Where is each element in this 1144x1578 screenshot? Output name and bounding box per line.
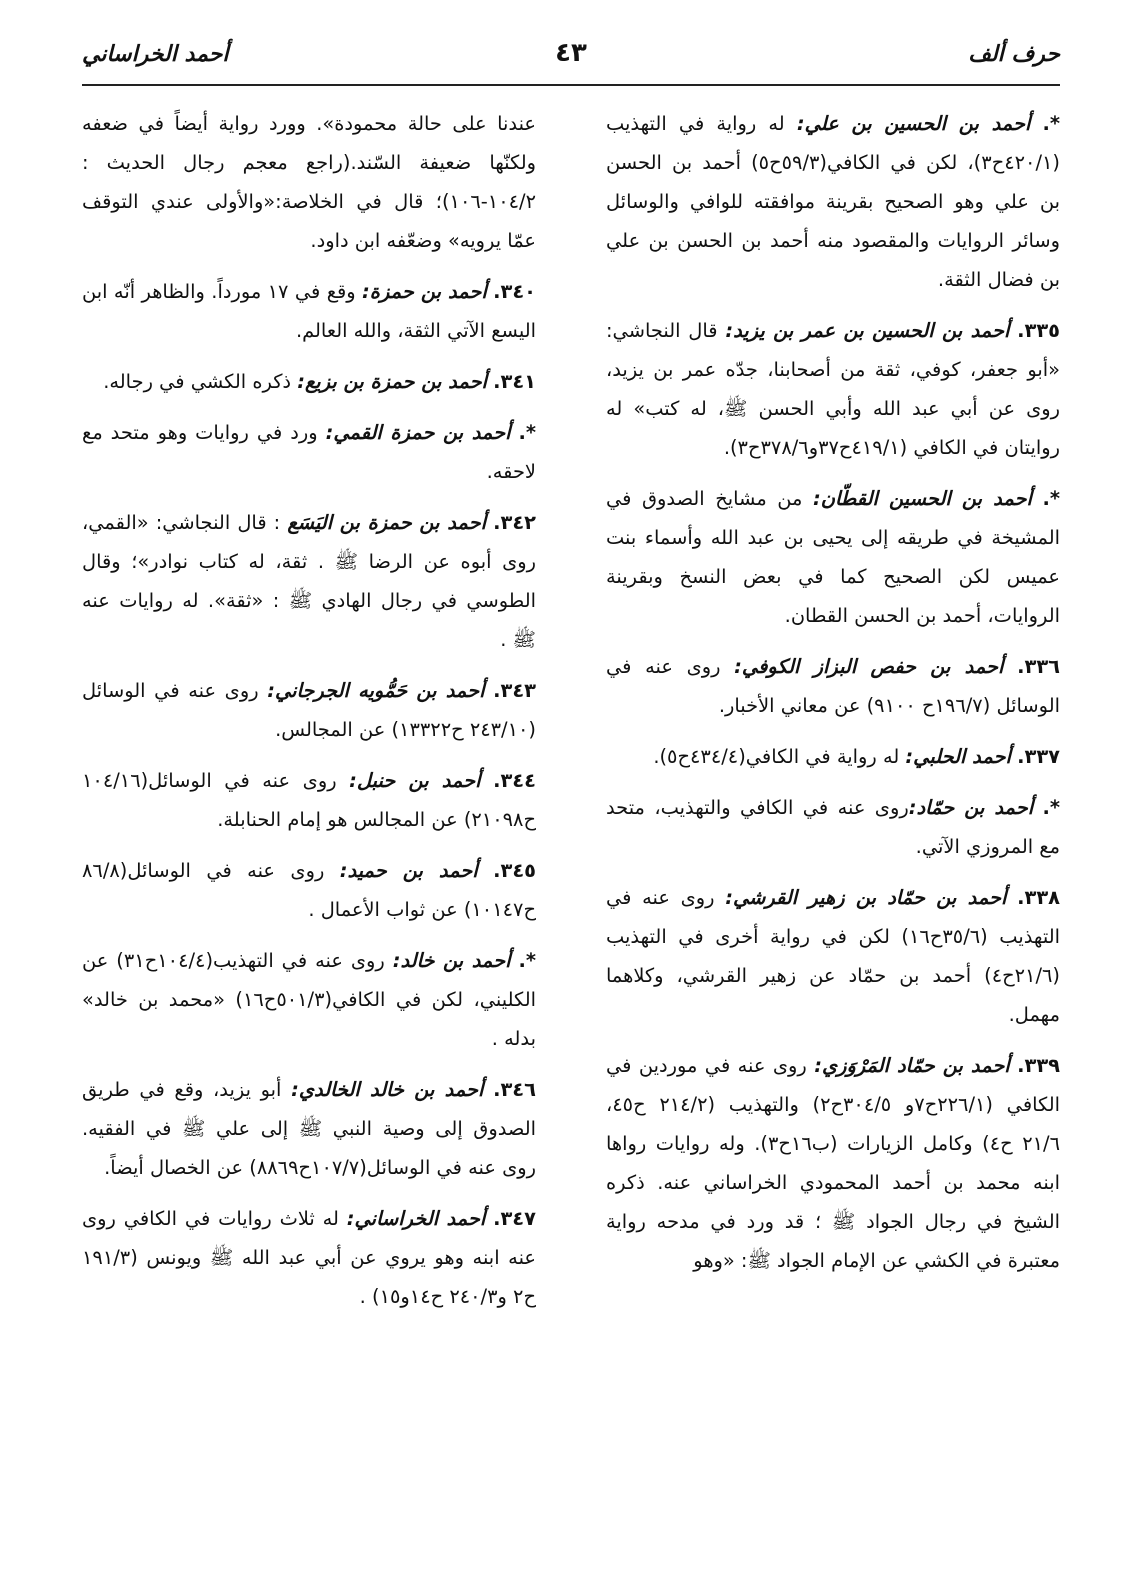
entry-text: له ثلاث روايات في الكافي روى عنه ابنه وهو يروي عن أبي عبد الله ﷺ ويونس (١٩١/٣ ح٢ و٢٤٠/٣ ح١٤و١٥) . xyxy=(82,1207,536,1308)
entry-name: أحمد بن الحسين بن عمر بن يزيد: xyxy=(725,319,1010,342)
entry-marker: *. xyxy=(1042,796,1060,819)
entry-name: أحمد بن حمزة بن اليَسَع xyxy=(287,511,486,534)
entry-name: أحمد بن خالد: xyxy=(392,949,511,972)
entry-text: أبو يزيد، وقع في طريق الصدوق إلى وصية النبي ﷺ إلى علي ﷺ في الفقيه. روى عنه في الوسائل(١٠٧/٧ح٨٨٦٩) عن الخصال أيضاً. xyxy=(82,1078,536,1179)
entry-text: روى عنه في الوسائل(١٠٤/١٦ ح٢١٠٩٨) عن المجالس هو إمام الحنابلة. xyxy=(82,769,536,831)
entry-marker: ٣٤١. xyxy=(493,370,536,393)
entry-text: وقع في ١٧ مورداً. والظاهر أنّه ابن اليسع الآتي الثقة، والله العالم. xyxy=(82,280,536,342)
entry-text: روى عنه في الوسائل (٢٤٣/١٠ ح١٣٣٢٢) عن المجالس. xyxy=(82,679,536,741)
entry-name: أحمد بن حميد: xyxy=(339,859,478,882)
entry-name: أحمد بن حَمُّويه الجرجاني: xyxy=(267,679,485,702)
entry-text: له رواية في التهذيب (٤٢٠/١ح٣)، لكن في الكافي(٥٩/٣ح٥) أحمد بن الحسن بن علي وهو الصحيح بقرينة موافقته للوافي والوسائل وسائر الروايات والمقصود منه أحمد بن الحسن بن علي بن فضال الثقة. xyxy=(606,112,1060,291)
entry-marker: ٣٣٩. xyxy=(1017,1054,1061,1077)
entry-marker: ٣٤٦. xyxy=(493,1078,536,1101)
entry-name: أحمد بن حمّاد: xyxy=(908,796,1034,819)
entry xyxy=(82,413,536,491)
entry xyxy=(606,1046,1060,1280)
entry-text: روى عنه في التهذيب (٣٥/٦ح١٦) لكن في رواية أخرى في التهذيب (٢١/٦ح٤) أحمد بن حمّاد عن زهير القرشي، وكلاهما مهمل. xyxy=(606,886,1060,1026)
entry-text: روى عنه في الكافي والتهذيب، متحد مع المروزي الآتي. xyxy=(606,796,1060,858)
entry xyxy=(606,737,1060,776)
entry-name: أحمد بن حمزة بن بزيع: xyxy=(297,370,487,393)
right-column xyxy=(606,104,1060,1292)
entry xyxy=(82,941,536,1058)
entry-continuation xyxy=(82,104,536,260)
entry xyxy=(606,311,1060,467)
entry-marker: ٣٣٦. xyxy=(1017,655,1060,678)
entry xyxy=(82,1199,536,1316)
entry xyxy=(606,479,1060,635)
entry-marker: *. xyxy=(1042,487,1060,510)
entry-name: أحمد بن حنبل: xyxy=(349,769,481,792)
entry xyxy=(606,647,1060,725)
entry-name: أحمد بن الحسين القطّان: xyxy=(812,487,1032,510)
entry xyxy=(82,1070,536,1187)
entry-marker: *. xyxy=(518,421,536,444)
entry-marker: ٣٣٧. xyxy=(1017,745,1060,768)
entry-name: أحمد بن الحسين بن علي: xyxy=(796,112,1031,135)
page-number: ٤٣ xyxy=(555,38,587,68)
entry-name: أحمد بن حمّاد بن زهير القرشي: xyxy=(725,886,1007,909)
entry xyxy=(82,362,536,401)
entry xyxy=(606,788,1060,866)
page-header xyxy=(82,36,1060,86)
entry-marker: ٣٣٥. xyxy=(1017,319,1061,342)
entry-marker: ٣٤٢. xyxy=(493,511,536,534)
entry-text: عندنا على حالة محمودة». وورد رواية أيضاً في ضعفه ولكنّها ضعيفة السّند.(راجع معجم رجال الحديث : ١٠٤/٢-١٠٦)؛ قال في الخلاصة:«والأولى عندي التوقف عمّا يرويه» وضعّفه ابن داود. xyxy=(82,112,536,252)
entry-marker: ٣٤٧. xyxy=(493,1207,536,1230)
entry-text: قال النجاشي: «أبو جعفر، كوفي، ثقة من أصحابنا، جدّه عمر بن يزيد، روى عن أبي عبد الله وأبي الحسن ﷺ، له كتب» له روايتان في الكافي (٤١٩/١ح٣٧و٣٧٨/٦ح٣). xyxy=(606,319,1060,459)
entry-text: روى عنه في الوسائل (١٩٦/٧ح ٩١٠٠) عن معاني الأخبار. xyxy=(606,655,1060,717)
entry-name: أحمد بن حمزة: xyxy=(362,280,487,303)
entry-name: أحمد الحلبي: xyxy=(905,745,1011,768)
entry xyxy=(606,878,1060,1034)
entry-marker: ٣٤٥. xyxy=(493,859,536,882)
entry-name: أحمد بن حفص البزاز الكوفي: xyxy=(734,655,1004,678)
entry-name: أحمد بن خالد الخالدي: xyxy=(291,1078,484,1101)
entry-marker: *. xyxy=(518,949,536,972)
entry-text: روى عنه في الوسائل(٨٦/٨ ح١٠١٤٧) عن ثواب الأعمال . xyxy=(82,859,536,921)
entry xyxy=(82,503,536,659)
section-title: أحمد الخراساني xyxy=(82,42,229,67)
entry-marker: ٣٣٨. xyxy=(1017,886,1060,909)
entry-marker: ٣٤٣. xyxy=(493,679,536,702)
entry-name: أحمد الخراساني: xyxy=(346,1207,486,1230)
entry xyxy=(606,104,1060,299)
entry-text: ورد في روايات وهو متحد مع لاحقه. xyxy=(82,421,536,483)
entry-text: روى عنه في موردين في الكافي (٢٢٦/١ح٧و ٣٠٤/٥ح٢) والتهذيب (٢١٤/٢ ح٤٥، ٢١/٦ ح٤) وكامل الزيارات (ب١٦ح٣). وله روايات رواها ابنه محمد بن أحمد المحمودي الخراساني عنه. ذكره الشيخ في رجال الجواد ﷺ ؛ قد ورد في مدحه رواية معتبرة في الكشي عن الإمام الجواد ﷺ: «وهو xyxy=(606,1054,1061,1272)
entry-name: أحمد بن حمّاد المَرْوَزي: xyxy=(814,1054,1010,1077)
chapter-title: حرف ألف xyxy=(968,42,1060,67)
left-column xyxy=(82,104,536,1328)
entry-text: روى عنه في التهذيب(١٠٤/٤ح٣١) عن الكليني، لكن في الكافي(٥٠١/٣ح١٦) «محمد بن خالد» بدله . xyxy=(82,949,536,1050)
entry-marker: ٣٤٠. xyxy=(493,280,536,303)
entry xyxy=(82,671,536,749)
entry-text: من مشايخ الصدوق في المشيخة في طريقه إلى يحيى بن عبد الله وأسماء بنت عميس لكن الصحيح كما في بعض النسخ وبقرينة الروايات، أحمد بن الحسن القطان. xyxy=(606,487,1060,627)
entry-text: له رواية في الكافي(٤٣٤/٤ح٥). xyxy=(653,745,906,768)
entry-marker: *. xyxy=(1042,112,1060,135)
entry xyxy=(82,761,536,839)
entry-marker: ٣٤٤. xyxy=(493,769,536,792)
entry-text: : قال النجاشي: «القمي، روى أبوه عن الرضا ﷺ . ثقة، له كتاب نوادر»؛ وقال الطوسي في رجال الهادي ﷺ : «ثقة». له روايات عنه ﷺ . xyxy=(82,511,536,651)
entry xyxy=(82,851,536,929)
entry xyxy=(82,272,536,350)
entry-text: ذكره الكشي في رجاله. xyxy=(103,370,298,393)
entry-name: أحمد بن حمزة القمي: xyxy=(325,421,511,444)
